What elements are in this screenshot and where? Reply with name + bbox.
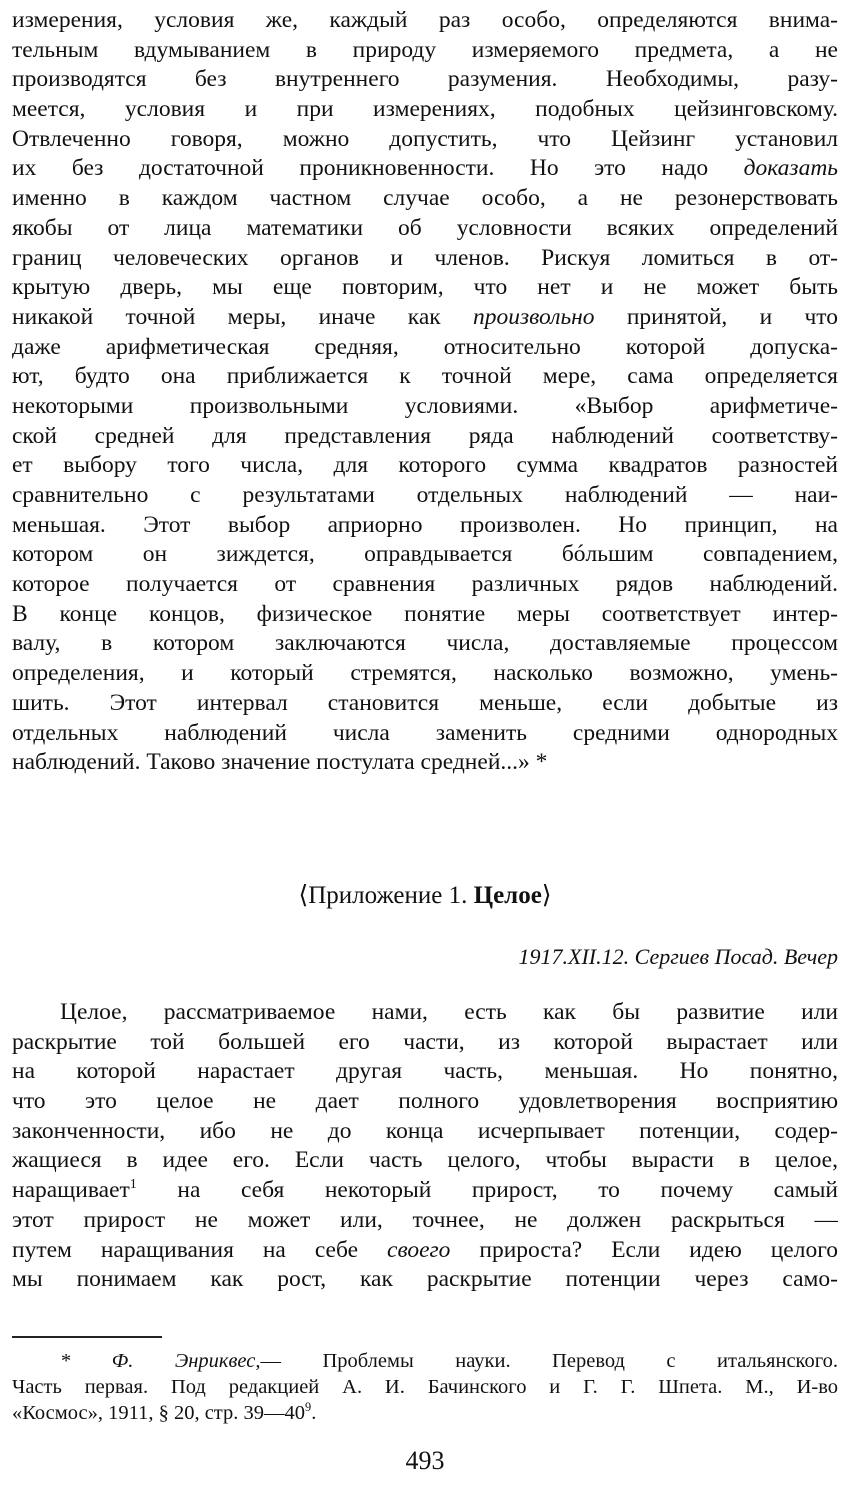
text-line: отдельных наблюдений числа заменить средними однородных <box>12 719 838 746</box>
text-line: никакой точной меры, иначе как произвольно принятой, и что <box>12 303 838 330</box>
text-line: валу, в котором заключаются числа, доставляемые процессом <box>12 630 838 657</box>
text-line: измерения, условия же, каждый раз особо, определяются внима- <box>12 7 838 33</box>
page-number: 493 <box>405 1446 445 1475</box>
footnote-divider <box>12 1336 162 1338</box>
text-line: жащиеся в идее его. Если часть целого, чтобы вырасти в целое, <box>12 1147 838 1174</box>
text-line: их без достаточной проникновенности. Но это надо доказать <box>12 155 838 182</box>
text-line: меется, условия и при измерениях, подобных цейзинговскому. <box>12 96 838 123</box>
heading-prefix: ⟨Приложение 1. <box>298 882 474 909</box>
footnote <box>12 1348 838 1426</box>
text-line: крытую дверь, мы еще повторим, что нет и не может быть <box>12 274 838 301</box>
footnote-text: — Проблемы науки. Перевод с итальянского. <box>260 1350 838 1372</box>
text-line: тельным вдумыванием в природу измеряемого предмета, а не <box>12 36 838 63</box>
text-line: именно в каждом частном случае особо, а не резонерствовать <box>12 185 838 212</box>
footnote-author: * Ф. Энриквес, <box>60 1350 261 1372</box>
text-line: ской средней для представления ряда наблюдений соответству- <box>12 422 838 449</box>
text-line: сравнительно с результатами отдельных наблюдений — наи- <box>12 482 838 508</box>
text-fragment: на себя некоторый прирост, то почему самый <box>177 1177 838 1204</box>
footnote-text: «Космос», 1911, § 20, стр. 39—40 <box>12 1402 306 1424</box>
text-line: котором он зиждется, оправдывается бóльшим совпадением, <box>12 541 838 568</box>
text-line: границ человеческих органов и членов. Рискуя ломиться в от- <box>12 244 838 271</box>
text-line: меньшая. Этот выбор априорно произволен. Но принцип, на <box>12 511 838 538</box>
footnote-line <box>12 1348 838 1374</box>
text-line: ют, будто она приближается к точной мере, сама определяется <box>12 363 838 390</box>
paragraph-continued <box>12 6 838 778</box>
text-line: Целое, рассматриваемое нами, есть как бы развитие или <box>60 999 838 1025</box>
text-line: даже арифметическая средняя, относительно которой допуска- <box>12 333 838 360</box>
text-line-with-note <box>12 1176 838 1206</box>
footnote-reference[interactable]: 1 <box>129 1176 137 1193</box>
text-line: якобы от лица математики об условности всяких определений <box>12 214 838 241</box>
text-line: ет выбору того числа, для которого сумма квадратов разностей <box>12 452 838 479</box>
text-line: наблюдений. Таково значение постулата средней...» * <box>12 749 548 776</box>
dateline: 1917.XII.12. Сергиев Посад. Вечер <box>518 944 838 969</box>
text-line: что это целое не дает полного удовлетворения восприятию <box>12 1088 838 1115</box>
paragraph-whole <box>12 998 838 1295</box>
text-fragment: наращивает <box>12 1177 130 1204</box>
footnote-line <box>12 1400 838 1426</box>
text-line: определения, и который стремятся, насколько возможно, умень- <box>12 660 838 687</box>
text-line: мы понимаем как рост, как раскрытие потенции через само- <box>12 1266 838 1293</box>
footnote-text: . <box>311 1402 317 1424</box>
text-line: шить. Этот интервал становится меньше, если добытые из <box>12 689 838 716</box>
text-line: Отвлеченно говоря, можно допустить, что Цейзинг установил <box>12 125 838 152</box>
section-heading <box>12 880 838 912</box>
text-line: которое получается от сравнения различных рядов наблюдений. <box>12 571 838 598</box>
heading-suffix: ⟩ <box>541 882 552 909</box>
text-line: В конце концов, физическое понятие меры соответствует интер- <box>12 600 838 627</box>
footnote-line: Часть первая. Под редакцией А. И. Бачинского и Г. Г. Шпета. М., И-во <box>12 1376 838 1398</box>
text-line: раскрытие той большей его части, из которой вырастает или <box>12 1028 838 1055</box>
text-line: производятся без внутреннего разумения. Необходимы, разу- <box>12 66 838 93</box>
heading-title: Целое <box>473 882 542 909</box>
text-line: этот прирост не может или, точнее, не должен раскрыться — <box>12 1206 838 1233</box>
footnote-note-number: 9 <box>305 1400 312 1415</box>
text-line: законченности, ибо не до конца исчерпывает потенции, содер- <box>12 1117 838 1144</box>
text-line: некоторыми произвольными условиями. «Выбор арифметиче- <box>12 392 838 419</box>
text-line: путем наращивания на себе своего прироста? Если идею целого <box>12 1236 838 1263</box>
text-line: на которой нарастает другая часть, меньшая. Но понятно, <box>12 1058 838 1085</box>
